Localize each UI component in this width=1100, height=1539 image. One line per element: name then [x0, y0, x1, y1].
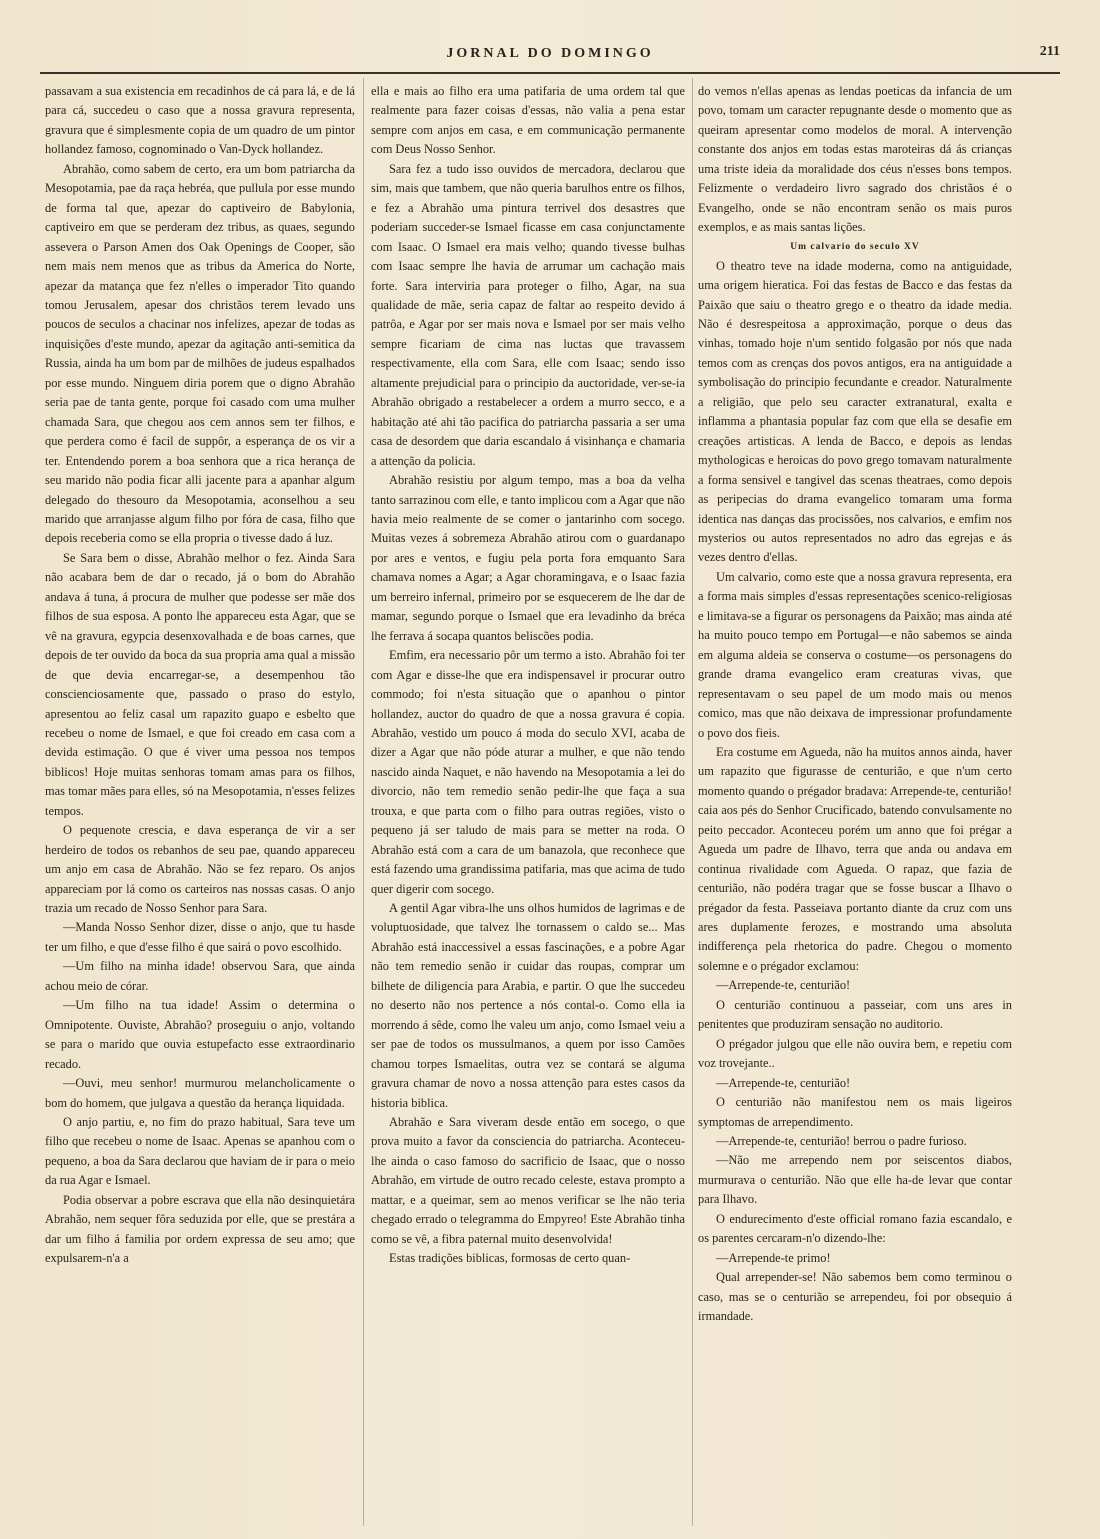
header-rule [40, 72, 1060, 74]
paragraph: do vemos n'ellas apenas as lendas poeticas da infancia de um povo, tomam um caracter repugnante desde o momento que as queiram apresentar como modelos de moral. A intervenção constante dos anjos em todas estas maroteiras dá ás crianças uma triste ideia da moralidade dos céus n'esses bons tempos. Felizmente o verdadeiro livro sagrado dos christãos é o Evangelho, onde se não encontram senão os mais puros exemplos, e as mais santas lições. [698, 84, 1012, 235]
paragraph: Emfim, era necessario pôr um termo a isto. Abrahão foi ter com Agar e disse-lhe que era indispensavel ir procurar outro commodo; foi n'esta situação que o apanhou o pintor hollandez, auctor do quadro de que a nossa gravura é copia. Abrahão, vestido um pouco á moda do seculo XVI, acaba de dizer a Agar que não póde aturar a mulher, e que não tendo nascido ainda Naquet, e não havendo na Mesopotamia a lei do divorcio, não tem remedio senão pedir-lhe que faça a sua trouxa, e que parta com o filho para outras regiões, visto o pequeno já ser taludo de mais para se metter na roda. O Abrahão está com a cara de um banazola, que reconhece que está fazendo uma grandissima patifaria, mas que acima de tudo quer digerir com socego. [371, 648, 685, 896]
column-1 [45, 82, 355, 1522]
masthead-title: JORNAL DO DOMINGO [446, 46, 654, 61]
column-divider [692, 78, 693, 1526]
paragraph: —Arrepende-te, centurião! berrou o padre furioso. [716, 1134, 967, 1149]
paragraph: Sara fez a tudo isso ouvidos de mercadora, declarou que sim, mais que tambem, que não queria barulhos entre os filhos, e fez a Abrahão uma pintura terrivel dos desastres que poderiam succeder-se Ismael ficasse em casa conjunctamente com Isaac. O Ismael era mais velho; quando tivesse bulhas com Isaac sempre lhe havia de arrumar um cachação mais forte. Sara interviria para proteger o filho, Agar, na sua qualidade de mãe, seria capaz de faltar ao respeito devido á patrôa, e Agar por ser mais nova e Ismael por ser mais velho sempre ficariam de cima nas luctas que travassem respectivamente, ella com Sara, elle com Isaac; sendo isso altamente prejudicial para o principio da auctoridade, ver-se-ia Abrahão obrigado a restabelecer a ordem a murro secco, e a habitação até ahi tão pacifica do patriarcha passaria a ser uma casa de desordem que daria escandalo á visinhança e chamaria a attenção da policia. [371, 161, 685, 468]
column-divider [363, 78, 364, 1526]
paragraph: Podia observar a pobre escrava que ella não desinquietára Abrahão, nem sequer fôra seduzida por elle, que se prestára a dar um filho á familia por ordem expressa de seu amo; que expulsarem-n'a a [45, 1192, 355, 1266]
paragraph: Abrahão, como sabem de certo, era um bom patriarcha da Mesopotamia, pae da raça hebréa, que pullula por esse mundo de forma tal que, apezar do captiveiro de Babylonia, captiveiro em que se perderam dez tribus, as quaes, segundo assevera o Parson Amen dos Oak Openings de Cooper, são nem mais nem menos que as tribus da America do Norte, apezar da matança que fez n'elles o imperador Tito quando tomou Jerusalem, apesar dos christãos terem levado uns poucos de seculos a chacinar nos infelizes, apezar de todas as inquisições d'este mundo, apezar da agitação anti-semitica da Russia, ainda ha um bom par de milhões de judeus espalhados por esse mundo. Ninguem diria porem que o digno Abrahão seria pae de tanta gente, porque foi casado com uma mulher chamada Sara, que chegou aos cem annos sem ter filhos, e que perdera como é facil de suppôr, a esperança de os vir a ter. Entendendo porem a boa senhora que a rica herança de seu marido não podia ficar alli jacente para a apanhar algum delegado do thesouro da Mesopotamia, aconselhou a seu marido que arranjasse algum filho por fóra de casa, filho que depois receberia como se ella propria o tivesse dado á luz. [45, 161, 355, 546]
paragraph: —Um filho na minha idade! observou Sara, que ainda achou meio de córar. [45, 959, 355, 993]
paragraph: O prégador julgou que elle não ouvira bem, e repetiu com voz trovejante.. [698, 1036, 1012, 1071]
paragraph: Abrahão resistiu por algum tempo, mas a boa da velha tanto sarrazinou com elle, e tanto implicou com a Agar que não havia meio realmente de se comer o jantarinho com socego. Muitas vezes á sobremeza Abrahão atirou com o guardanapo por ares e ventos, e fugiu pela porta fora emquanto Sara chamava nomes a Agar; a Agar choramingava, e o Isaac fazia um berreiro infernal, primeiro por se esquecerem de lhe dar de mamar, segundo porque o Ismael que era levadinho da bréca lhe ferrava á socapa quantos beliscões podia. [371, 473, 685, 643]
column-3 [698, 82, 1012, 1522]
column-2 [371, 82, 685, 1522]
paragraph: O centurião continuou a passeiar, com uns ares in penitentes que produziram sensação no auditorio. [698, 997, 1012, 1032]
paragraph: A gentil Agar vibra-lhe uns olhos humidos de lagrimas e de voluptuosidade, que talvez lhe tornassem o caldo se... Mas Abrahão está inaccessivel a essas fascinações, e a pobre Agar não tem remedio senão ir cuidar das roupas, comprar um bilhete de diligencia para Arabia, e partir. O que lhe succedeu no deserto não nos pertence a nós contal-o. Como ella ia morrendo á sêde, como lhe valeu um anjo, como Ismael veiu a ser pae de todos os mussulmanos, a quem por isso Camões chamou torpes Ismaelitas, outra vez se contará se alguma gravura chamar de novo a nossa attenção para estes casos da historia biblica. [371, 901, 685, 1110]
paragraph: Um calvario, como este que a nossa gravura representa, era a forma mais simples d'essas representações scenico-religiosas e limitava-se a figurar os personagens da Paixão; mas ainda até ha muito pouco tempo em Portugal—e não sabemos se ainda em alguma aldeia se conserva o costume—os personagens do grande drama evangelico eram creaturas vivas, que representavam o seu papel de um modo mais ou menos comico, mas que não deixava de impressionar profundamente o povo dos fieis. [698, 569, 1012, 740]
paragraph: —Arrepende-te, centurião! [716, 1075, 851, 1090]
section-title: Um calvario do seculo XV [790, 241, 920, 252]
paragraph: —Arrepende-te, centurião! [716, 978, 851, 993]
paragraph: Estas tradições biblicas, formosas de certo quan- [389, 1251, 631, 1266]
paragraph: Se Sara bem o disse, Abrahão melhor o fez. Ainda Sara não acabara bem de dar o recado, já o bom do Abrahão andava á tuna, á procura de mulher que podesse ser mãe dos filhos de sua esposa. A ponto lhe appareceu esta Agar, que se vê na gravura, egypcia desenxovalhada e de boas carnes, que depois de ter ouvido da boca da sua propria ama qual a missão de que devia encarregar-se, a desempenhou tão conscienciosamente que, passado o praso do estylo, apresentou ao feliz casal um rapazito guapo e esbelto que recebeu o nome de Ismael, e que foi creado em casa com a devida estimação. O que é viver uma pessoa nos tempos biblicos! Hoje muitas senhoras tomam amas para os filhos, mas tomar mães para elles, só na Mesopotamia, n'esses felizes tempos. [45, 550, 355, 818]
paragraph: —Um filho na tua idade! Assim o determina o Omnipotente. Ouviste, Abrahão? proseguiu o anjo, voltando se para o marido que ouvia estupefacto esse extraordinario recado. [45, 998, 355, 1071]
paragraph: Era costume em Agueda, não ha muitos annos ainda, haver um rapazito que figurasse de centurião, e que n'um certo momento quando o prégador bradava: Arrepende-te, centurião! caia aos pés do Senhor Crucificado, batendo convulsamente no peito peccador. Aconteceu porém um anno que foi prégar a Agueda um padre de Ilhavo, terra que anda ou andava em continua rivalidade com Agueda. O rapaz, que fazia de centurião, não podéra tragar que se fosse buscar a Ilhavo o prégador da festa. Passeiava portanto diante da cruz com uns ares duplamente ferozes, e mostrando uma absoluta indifferença pela rhetorica do padre. Chegou o momento solemne e o prégador exclamou: [698, 744, 1012, 973]
paragraph: O endurecimento d'este official romano fazia escandalo, e os parentes cercaram-n'o dizendo-lhe: [698, 1211, 1012, 1246]
paragraph: —Manda Nosso Senhor dizer, disse o anjo, que tu hasde ter um filho, e que d'esse filho é que sairá o povo escolhido. [45, 920, 355, 954]
paragraph: O anjo partiu, e, no fim do prazo habitual, Sara teve um filho que recebeu o nome de Isaac. Apenas se apanhou com o pequeno, a boa da Sara declarou que haviam de ir para o meio da rua Agar e Ismael. [45, 1115, 355, 1188]
page-number: 211 [1039, 44, 1060, 59]
paragraph: passavam a sua existencia em recadinhos de cá para lá, e de lá para cá, succedeu o caso que a nossa gravura representa, gravura que é simplesmente copia de um quadro de um pintor hollandez famoso, cognominado o Van-Dyck hollandez. [45, 84, 355, 157]
paragraph: O pequenote crescia, e dava esperança de vir a ser herdeiro de todos os rebanhos de seu pae, quando appareceu um anjo em casa de Abrahão. Não se fez reparo. Os anjos appareciam por lá como os carteiros nas nossas casas. O anjo trazia um recado de Nosso Senhor para Sara. [45, 823, 355, 916]
paragraph: O theatro teve na idade moderna, como na antiguidade, uma origem hieratica. Foi das festas de Bacco e das festas da Paixão que saiu o theatro grego e o theatro da idade media. Não é desrespeitosa a approximação, porque o deus das vinhas, tomado hoje n'um sentido folgasão por nós que nada temos com as crenças dos povos antigos, era na antiguidade a symbolisação do principio fecundante e creador. Naturalmente a religião, que pelo seu caracter extranatural, exalta e inflamma a phantasia popular faz com que ella se desafie em creações artisticas. A lenda de Bacco, e depois as lendas mythologicas e heroicas do povo grego tomavam naturalmente a forma sensivel e tangivel das scenas theatraes, como depois as peripecias do drama evangelico tomaram uma forma identica nas danças das procissões, nos calvarios, e emfim nos mysterios ou autos representados no adro das egrejas e ás vezes dentro d'ellas. [698, 258, 1012, 565]
paragraph: Abrahão e Sara viveram desde então em socego, o que prova muito a favor da consciencia do patriarcha. Aconteceu-lhe ainda o caso famoso do sacrificio de Isaac, que o nosso Abrahão, em virtude de outro recado celeste, estava prompto a mattar, e a queimar, sem ao menos verificar se lhe não teria chegado errado o telegramma do Empyreo! Este Abrahão tinha como se vê, a fibra paternal muito desenvolvida! [371, 1115, 685, 1246]
paragraph: ella e mais ao filho era uma patifaria de uma ordem tal que realmente para fazer coisas d'essas, não valia a pena estar sempre com anjos em casa, e em communicação permanente com Deus Nosso Senhor. [371, 84, 685, 157]
paragraph: —Arrepende-te primo! [716, 1250, 831, 1265]
page-header [40, 40, 1060, 72]
paragraph: —Não me arrependo nem por seiscentos diabos, murmurava o centurião. Não que elle ha-de levar que contar para Ilhavo. [698, 1153, 1012, 1207]
paragraph: Qual arrepender-se! Não sabemos bem como terminou o caso, mas se o centurião se arrependeu, foi por obsequio á irmandade. [698, 1270, 1012, 1324]
paragraph: O centurião não manifestou nem os mais ligeiros symptomas de arrependimento. [698, 1095, 1012, 1129]
paragraph: —Ouvi, meu senhor! murmurou melancholicamente o bom do homem, que julgava a questão da herança liquidada. [45, 1076, 355, 1110]
